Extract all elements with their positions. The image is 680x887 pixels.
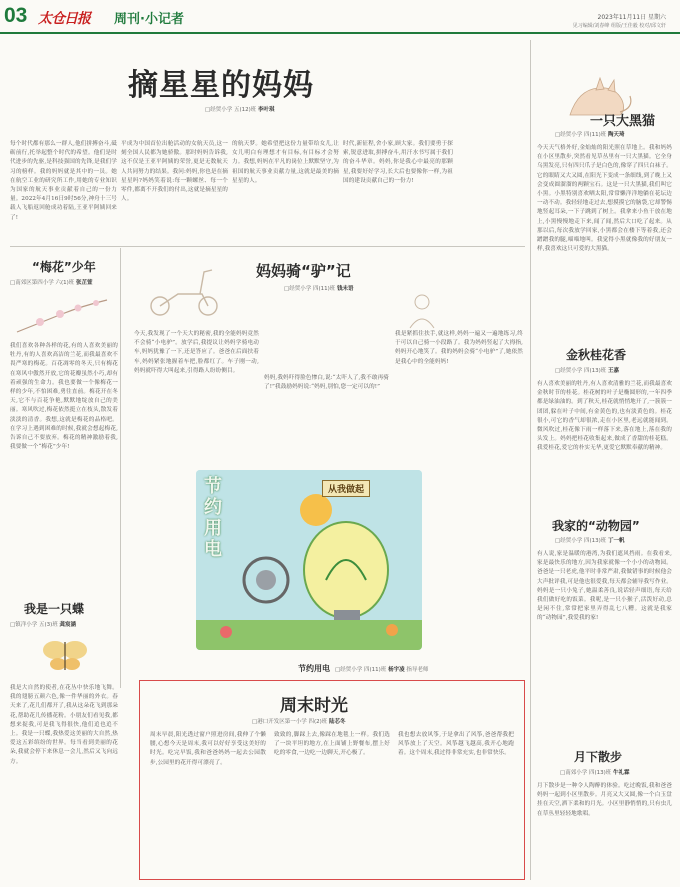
scooter-illustration: [140, 258, 230, 318]
main-article-title: 摘星星的妈妈: [128, 68, 314, 103]
main-article-bottom-rule: [10, 246, 525, 247]
osmanthus-byline: □经贸小学 四(13)班 王嘉: [555, 368, 620, 374]
black-cat-byline: □经贸小学 四(11)班 陶天琦: [555, 132, 625, 138]
header-rule: [0, 32, 680, 34]
weekend-box: [139, 680, 525, 880]
black-cat-text: 今天天气格外好,金灿灿的阳光照在草地上。我和妈妈在小区里散步,突然看见草丛里有一只大黑猫。它全身乌黑发亮,只有四只爪子是白色的,像穿了四只白袜子。它的眼睛又大又圆,在阳光下变成一条细线,到了晚上又会变成圆溜溜的两颗宝石。这是一只大黑猫,我们叫它小黑。小黑特别喜欢晒太阳,常常懒洋洋地躺在花坛边一动不动。我轻轻地走过去,想摸摸它的脑袋,它却警惕地竖起耳朵,一下子跳到了树上。我拿来小鱼干放在地上,小黑慢慢地走下来,闻了闻,然后大口吃了起来。从那以后,每次我放学回家,小黑都会在楼下等着我,还会蹭蹭我的腿,喵喵地叫。我觉得小黑就像我的好朋友一样,我喜欢这只可爱的大黑猫。: [537, 145, 672, 253]
butterfly-byline: □镇洋小学 五(3)班 龚宸涵: [10, 622, 77, 628]
animal-garden-text: 有人说,家是温暖的港湾,为我们遮风挡雨。在我看来,家是最快乐的地方,因为我家就像一个小小的动物园。爸爸是一只老虎,他平时非常严肃,我做错事的时候他会大声批评我,可是他也很爱我,每天都会辅导我写作业。妈妈是一只小兔子,她温柔善良,说话轻声细语,每天给我们做好吃的饭菜。我呢,是一只小猴子,活泼好动,总是闲不住,常常把家里弄得乱七八糟。这就是我家的“动物园”,我爱我的家!: [537, 551, 672, 622]
moon-walk-byline: □南郊小学 四(13)班 牛礼霖: [560, 770, 630, 776]
moon-walk-title: 月下散步: [574, 750, 623, 764]
editors-line: 见习编辑/刘春峰 组版/王佳毅 校对/邱文轩: [572, 23, 666, 29]
weekend-title: 周末时光: [280, 696, 348, 716]
osmanthus-text: 有人喜欢美丽的牡丹,有人喜欢清雅的兰花,而我最喜欢金秋时节的桂花。桂花树的叶子是椭圆形的,一年四季都是绿油油的。到了秋天,桂花就悄悄地开了,一簇簇一团团,躲在叶子中间,有金黄色的,也有淡黄色的。桂花很小,可它的香气却很浓,走在小区里,老远就能闻到。微风吹过,桂花像下雨一样落下来,落在地上,落在我的头发上。妈妈把桂花收集起来,做成了香甜的桂花糕。我爱桂花,爱它的朴实无华,更爱它默默奉献的精神。: [537, 381, 672, 452]
right-column-rule: [530, 40, 531, 880]
butterfly-illustration: [20, 630, 110, 678]
left-column-rule: [120, 248, 121, 688]
main-article-col-2: 平成为中国首位出舱活动的女航天员,这一刻全国人民都为她骄傲。那时妈妈告诉我,这不仅是王亚平阿姨的荣誉,更是无数航天人共同努力的结果。我问:妈妈,你也是在摘星星吗?妈妈笑着说:每一颗螺丝、每一个零件,都离不开我们的付出,这就是摘星星的人。: [121, 141, 228, 203]
weekend-col-1: 周末早晨,阳光透过窗户照进房间,我伸了个懒腰,心想今天是周末,我可以好好享受这美好的时光。吃完早饭,我和爸爸妈妈一起去公园散步,公园里的花开得可漂亮了。: [150, 732, 266, 766]
donkey-col-2: 妈妈,我妈吓得脸色惨白,说:“太吓人了,我不敢再骑了!”我鼓励妈妈说:“妈妈,别怕,您一定可以的!”: [264, 375, 389, 391]
poster-banner: 从我做起: [322, 480, 370, 497]
plum-blossom-illustration: [12, 292, 112, 340]
weekend-col-2: 致致的,脚踩上去,像踩在地毯上一样。我们选了一块平坦的地方,在上面铺上野餐布,摆上好吃的零食,一边吃一边聊天,开心极了。: [274, 732, 390, 757]
poster-caption: [298, 656, 428, 675]
weekend-byline: □港口开发区第一小学 四(2)班 陆芯冬: [252, 719, 346, 725]
main-article-byline: □经贸小学 五(12)班 李叶琪: [205, 107, 275, 113]
animal-garden-title: 我家的“动物园”: [552, 519, 640, 533]
poster-slogan-vertical: 节约用电: [204, 476, 222, 560]
poster-caption-title: 节约用电: [298, 664, 330, 673]
donkey-byline: □经贸小学 四(11)班 钱未语: [284, 286, 354, 292]
energy-poster: [196, 470, 422, 650]
plum-byline: □南郊区第四小学 六(1)班 张芷萱: [10, 280, 93, 286]
weekend-col-3: 我也想去放风筝,于是拿出了风筝,爸爸帮我把风筝放上了天空。风筝越飞越高,我开心地跑着。这个周末,我过得非常充实,也非常快乐。: [398, 732, 514, 757]
donkey-col-1: 今天,我发现了一个天大的秘密,我的全能妈妈竟然不会骑“小电驴”。放学后,我提议让妈妈学骑电动车,妈妈犹豫了一下,还是答应了。爸爸在后面扶着车,妈妈紧张地握着车把,脸都红了。车子刚一动,妈妈就吓得大叫起来,引得路人纷纷侧目。: [134, 331, 259, 374]
plum-text: 我们喜欢各种各样的花,有的人喜欢美丽的牡丹,有的人喜欢高洁的兰花,而我最喜欢不畏严寒的梅花。百花凋零的冬天,只有梅花在寒风中傲然开放,它的花瓣虽然小巧,却有着顽强的生命力。我也要做一个像梅花一样的少年,不怕困难,勇往直前。梅花开在冬天,它不与百花争艳,默默地绽放自己的美丽。寒风吹过,梅花依然挺立在枝头,散发着淡淡的清香。我想,这就是梅花的品格吧。在学习上遇到困难的时候,我就会想起梅花,告诉自己不要放弃。梅花的精神激励着我,我要做一个“梅花”少年!: [10, 343, 118, 451]
main-article-col-3: 的航天梦。她希望把这份力量带给女儿,让女儿明白有理想才有目标,有目标才会努力。我想,妈妈在平凡的岗位上默默坚守,为祖国的航天事业贡献力量,这就是最美的摘星星的人。: [232, 141, 339, 184]
osmanthus-title: 金秋桂花香: [566, 348, 627, 362]
page-header: [0, 0, 680, 34]
poster-caption-byline: □经贸小学 四(11)班 杨宇凌 指导老师: [335, 667, 429, 673]
butterfly-title: 我是一只蝶: [24, 602, 85, 616]
main-article-col-4: 时代,新征程,舍小家,顾大家。我们要勇于探索,锐意进取,拼搏奋斗,用汗水书写属于我们的奋斗华章。妈妈,你是我心中最亮的那颗星,我要好好学习,长大后也要像你一样,为祖国的建设贡献自己的一份力!: [343, 141, 453, 184]
donkey-col-3: 我是紧抓住扶手,就这样,妈妈一遍又一遍地练习,终于可以自己骑一小段路了。我为妈妈竖起了大拇指,妈妈开心地笑了。我的妈妈会骑“小电驴”了,她依然是我心中的全能妈妈!: [395, 331, 523, 365]
black-cat-title: 一只大黑猫: [590, 114, 656, 129]
main-article-col-1: 每个时代都有那么一群人,他们拼搏奋斗,砥砺前行,托举起整个时代的希望。他们是时代进步的先驱,是科技强国的先锋,是我们学习的榜样。我的妈妈就是其中的一员。她在航空工业的研究所工作,用她的专业知识为国家的航天事业贡献着自己的一份力量。2022年4月16日9时56分,神舟十三号载人飞船返回舱成功着陆,王亚平阿姨回来了!: [10, 141, 117, 221]
plum-title: “梅花”少年: [32, 260, 96, 274]
section-name: 周刊·小记者: [114, 12, 184, 27]
animal-garden-byline: □经贸小学 四(13)班 丁一帆: [555, 538, 625, 544]
moon-walk-text: 月下散步是一种令人陶醉的体验。吃过晚饭,我和爸爸妈妈一起到小区里散步。月亮又大又圆,像一个白玉盘挂在天空,洒下柔和的月光。小区里静悄悄的,只有虫儿在草丛里轻轻地歌唱。: [537, 783, 672, 817]
butterfly-text: 我是大自然的使者,在花丛中快乐地飞舞。我的翅膀五颜六色,像一件华丽的外衣。春天来了,花儿们都开了,我从这朵花飞到那朵花,帮助花儿传播花粉。小朋友们看见我,都想来捉我,可是我飞得很快,他们追也追不上。我是一只蝶,我热爱这美丽的大自然,热爱这五彩缤纷的世界。每当看到美丽的花朵,我就会停下来休息一会儿,然后又飞向远方。: [10, 685, 118, 765]
issue-date: 2023年11月11日 星期六: [597, 14, 666, 21]
page-number: 03: [4, 4, 28, 27]
paper-name-logo: 太仓日报: [38, 11, 90, 27]
donkey-title: 妈妈骑“驴”记: [256, 262, 351, 280]
rider-illustration: [392, 290, 452, 330]
